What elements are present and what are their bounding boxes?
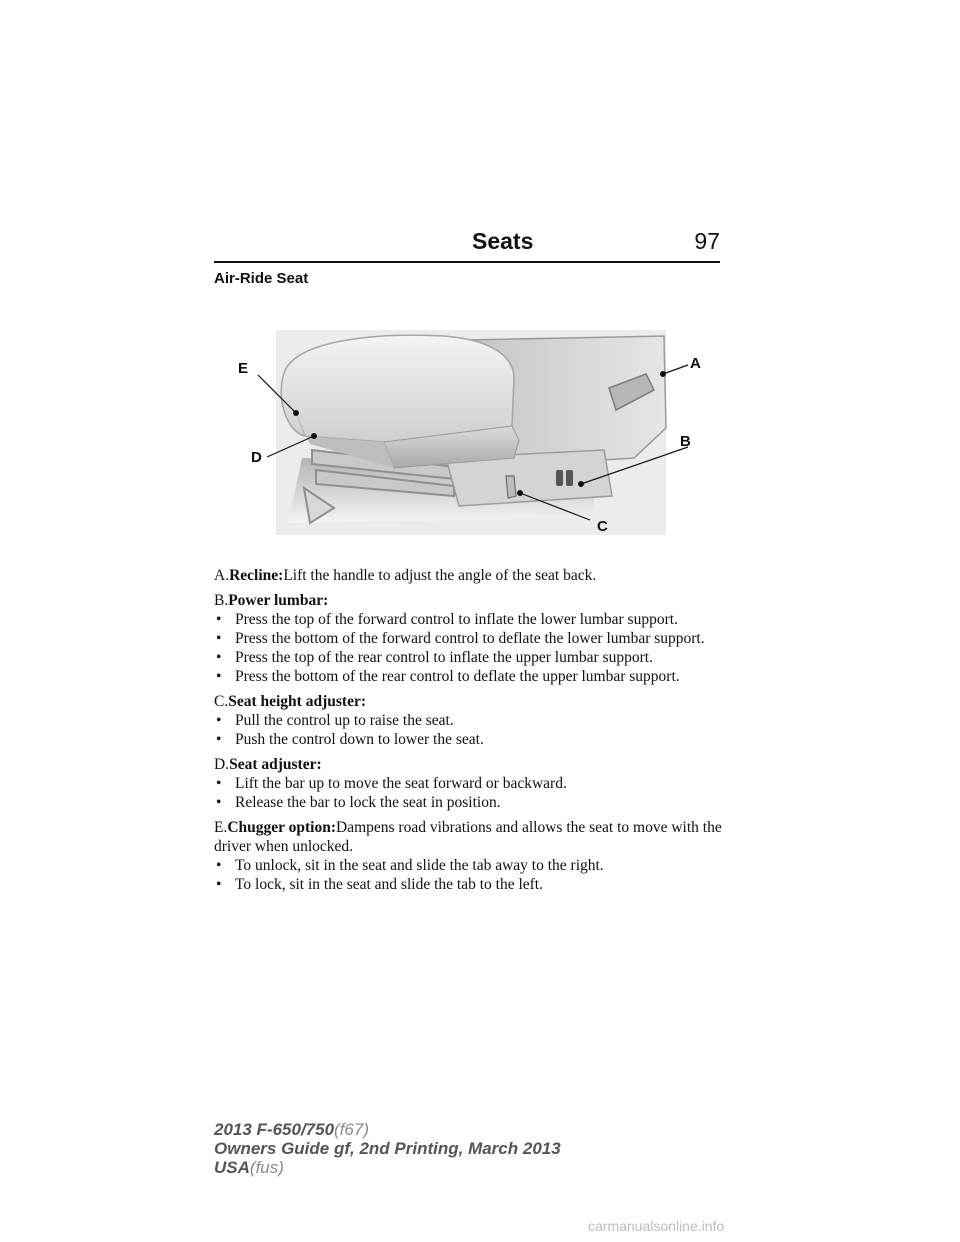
callout-e: E [238, 360, 249, 377]
item-letter: E. [214, 819, 228, 836]
bullet-icon: • [216, 794, 222, 811]
item-title: Recline: [229, 567, 284, 584]
item-letter: B. [214, 592, 229, 609]
list-item: • Press the bottom of the forward control to deflate the lower lumbar support. [216, 630, 705, 647]
list-item: • Press the top of the rear control to inflate the upper lumbar support. [216, 649, 653, 666]
bullet-icon: • [216, 611, 222, 628]
page-number: 97 [694, 228, 720, 254]
bullet-icon: • [216, 649, 222, 666]
item-title: Seat height adjuster: [228, 693, 366, 710]
header-rule [214, 261, 720, 263]
list-item: • Pull the control up to raise the seat. [216, 712, 454, 729]
bullet-icon: • [216, 731, 222, 748]
list-item: • Release the bar to lock the seat in position. [216, 794, 501, 811]
bullet-icon: • [216, 857, 222, 874]
item-power-lumbar [214, 591, 724, 686]
section-title: Air-Ride Seat [214, 270, 309, 287]
list-item: • To lock, sit in the seat and slide the tab to the left. [216, 876, 543, 893]
item-seat-adjuster [214, 755, 724, 812]
instructions [214, 566, 724, 900]
footer-model: 2013 F-650/750 [214, 1120, 335, 1139]
page-footer [214, 1120, 561, 1177]
item-title: Chugger option: [227, 819, 337, 836]
callout-a: A [690, 355, 701, 372]
footer-market-code: (fus) [249, 1158, 284, 1177]
list-item: • Press the bottom of the rear control to deflate the upper lumbar support. [216, 668, 680, 685]
item-chugger [214, 818, 724, 894]
watermark: carmanualsonline.info [588, 1218, 725, 1234]
item-text: Dampens road vibrations and allows the seat to move with the driver when unlocked. [214, 819, 722, 855]
seat-illustration [214, 318, 720, 550]
item-letter: D. [214, 756, 230, 773]
item-title: Seat adjuster: [229, 756, 322, 773]
page-header [214, 226, 720, 262]
list-item: • To unlock, sit in the seat and slide the tab away to the right. [216, 857, 604, 874]
item-letter: C. [214, 693, 229, 710]
footer-market: USA [214, 1158, 250, 1177]
bullet-icon: • [216, 630, 222, 647]
bullet-icon: • [216, 712, 222, 729]
bullet-icon: • [216, 775, 222, 792]
item-title: Power lumbar: [228, 592, 329, 609]
list-item: • Push the control down to lower the seat. [216, 731, 484, 748]
item-recline [214, 566, 724, 585]
bullet-icon: • [216, 876, 222, 893]
item-letter: A. [214, 567, 230, 584]
callout-d: D [251, 449, 262, 466]
seat-drawing [214, 318, 720, 550]
list-item: • Press the top of the forward control to inflate the lower lumbar support. [216, 611, 678, 628]
list-item: • Lift the bar up to move the seat forward or backward. [216, 775, 567, 792]
footer-edition: Owners Guide gf, 2nd Printing, March 2013 [214, 1139, 561, 1158]
footer-model-code: (f67) [334, 1120, 370, 1139]
callout-c: C [597, 518, 608, 535]
bullet-icon: • [216, 668, 222, 685]
chapter-title: Seats [472, 228, 534, 254]
item-text: Lift the handle to adjust the angle of the seat back. [283, 567, 597, 584]
item-seat-height [214, 692, 724, 749]
callout-b: B [680, 433, 691, 450]
